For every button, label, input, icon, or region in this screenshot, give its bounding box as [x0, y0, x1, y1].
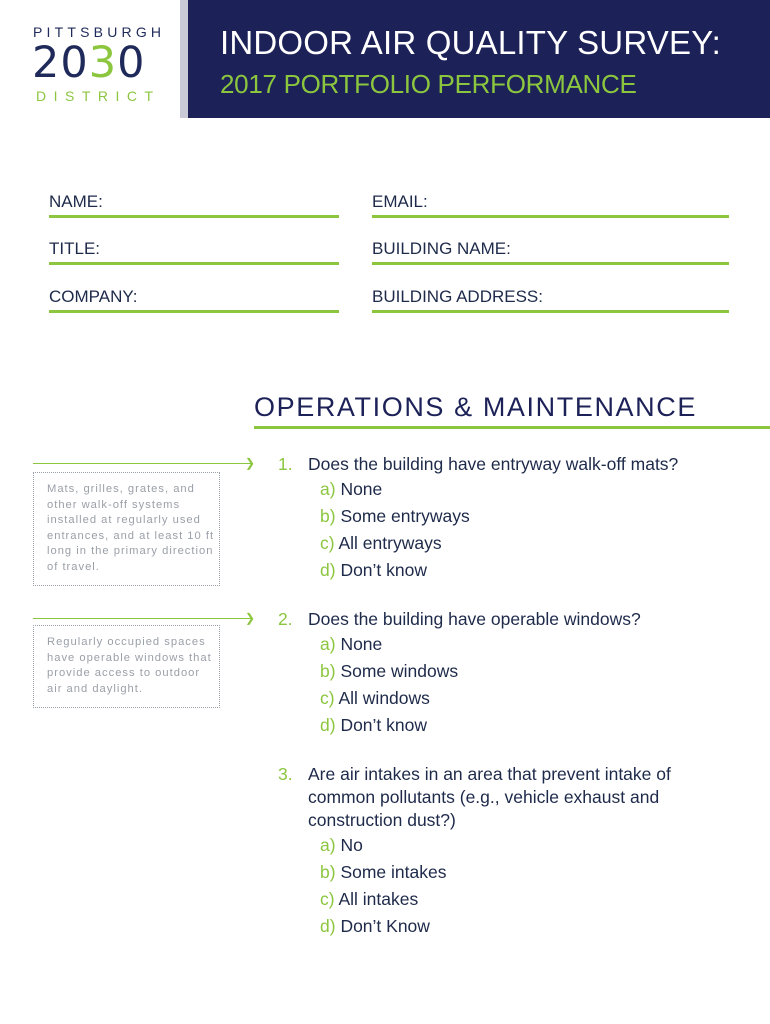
page-subtitle: 2017 PORTFOLIO PERFORMANCE: [220, 69, 637, 99]
option-letter: b): [320, 506, 336, 526]
building-address-field[interactable]: BUILDING ADDRESS:: [372, 287, 729, 313]
title-field[interactable]: TITLE:: [49, 239, 339, 265]
question-text: Does the building have entryway walk-off mats?: [308, 454, 679, 474]
option-text: All intakes: [338, 889, 419, 909]
option-text: No: [340, 835, 363, 855]
option-d[interactable]: [320, 714, 427, 737]
pittsburgh-2030-district-logo: [0, 0, 180, 118]
note-operable-windows: Regularly occupied spaces have operable windows that provide access to outdoor air and daylight.: [33, 625, 220, 708]
option-text: Don’t know: [340, 715, 428, 735]
option-text: None: [340, 634, 383, 654]
header-banner: [188, 0, 770, 118]
building-name-field[interactable]: BUILDING NAME:: [372, 239, 729, 265]
option-letter: c): [320, 533, 335, 553]
logo-number-3: 3: [88, 38, 118, 88]
logo-separator: [180, 0, 188, 118]
option-text: All entryways: [338, 533, 442, 553]
logo-number-0: 0: [117, 38, 146, 88]
option-letter: d): [320, 560, 336, 580]
option-letter: c): [320, 688, 335, 708]
logo-bottom-text: DISTRICT: [36, 88, 161, 104]
option-c[interactable]: [320, 888, 418, 911]
option-text: None: [340, 479, 383, 499]
option-text: Some windows: [340, 661, 459, 681]
question-number: 1.: [278, 454, 293, 474]
option-a[interactable]: [320, 633, 382, 656]
section-divider: [254, 426, 770, 429]
arrow-icon: ❯: [33, 613, 255, 625]
option-text: Some entryways: [340, 506, 470, 526]
question-3: [278, 763, 758, 948]
option-c[interactable]: [320, 532, 442, 555]
option-letter: a): [320, 479, 336, 499]
option-c[interactable]: [320, 687, 430, 710]
option-letter: d): [320, 916, 336, 936]
option-letter: d): [320, 715, 336, 735]
question-text: Are air intakes in an area that prevent intake of common pollutants (e.g., vehicle exhaust and construction dust?): [308, 764, 671, 830]
company-field[interactable]: COMPANY:: [49, 287, 339, 313]
arrow-icon: ❯: [33, 458, 255, 470]
option-text: Don’t know: [340, 560, 428, 580]
question-number: 3.: [278, 764, 293, 784]
option-d[interactable]: [320, 559, 427, 582]
option-letter: c): [320, 889, 335, 909]
option-letter: a): [320, 634, 336, 654]
question-number: 2.: [278, 609, 293, 629]
option-d[interactable]: [320, 915, 430, 938]
option-a[interactable]: [320, 834, 363, 857]
option-b[interactable]: [320, 505, 470, 528]
option-letter: b): [320, 661, 336, 681]
option-text: Don’t Know: [340, 916, 430, 936]
option-text: Some intakes: [340, 862, 447, 882]
option-letter: a): [320, 835, 336, 855]
question-text: Does the building have operable windows?: [308, 609, 641, 629]
option-text: All windows: [338, 688, 430, 708]
note-walk-off-mats: Mats, grilles, grates, and other walk-off systems installed at regularly used entrances, and at least 10 ft long in the primary direction of travel.: [33, 472, 220, 586]
option-letter: b): [320, 862, 336, 882]
email-field[interactable]: EMAIL:: [372, 192, 729, 218]
logo-number-20: 20: [32, 38, 89, 88]
question-1: [278, 453, 758, 593]
logo-number: [32, 38, 145, 88]
section-title: OPERATIONS & MAINTENANCE: [254, 392, 697, 422]
name-field[interactable]: NAME:: [49, 192, 339, 218]
question-2: [278, 608, 758, 748]
page-title: INDOOR AIR QUALITY SURVEY:: [220, 24, 721, 61]
option-a[interactable]: [320, 478, 382, 501]
option-b[interactable]: [320, 861, 446, 884]
logo-top-text: PITTSBURGH: [33, 24, 166, 40]
option-b[interactable]: [320, 660, 458, 683]
